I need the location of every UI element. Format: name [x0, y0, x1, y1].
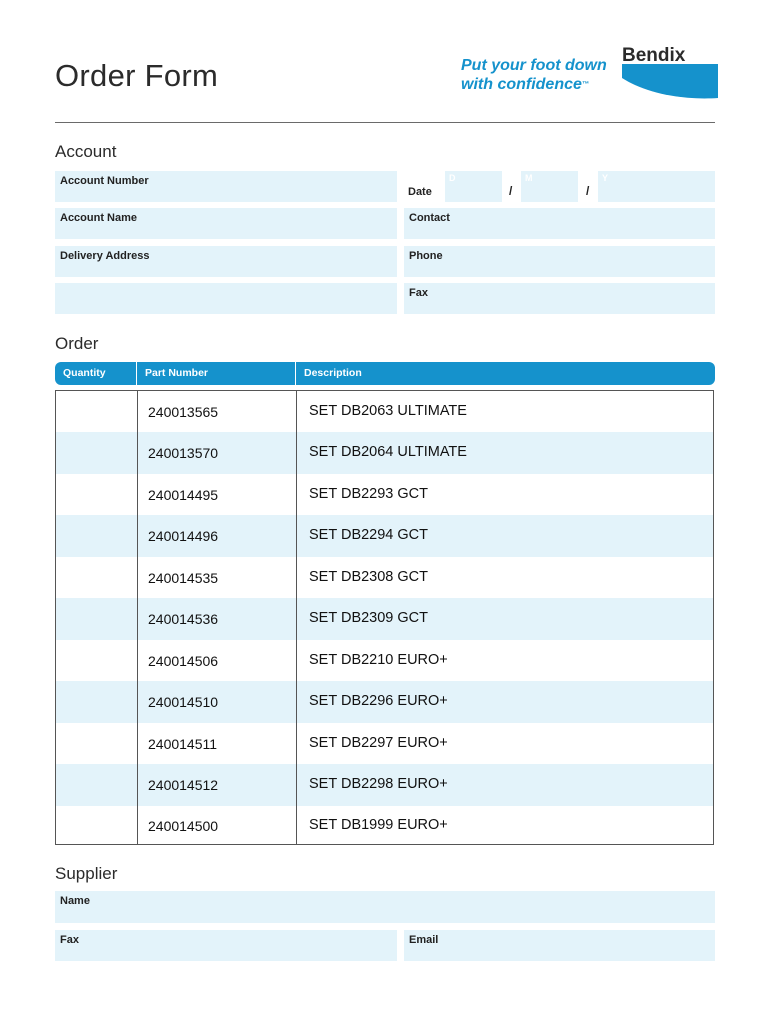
delivery-address-field[interactable]	[55, 246, 397, 277]
part-number-cell: 240014506	[148, 653, 219, 669]
column-divider-part	[296, 391, 297, 845]
date-year-hint: Y	[602, 173, 609, 183]
header-divider	[55, 122, 715, 123]
supplier-fax-label: Fax	[60, 934, 79, 946]
tagline-line1: Put your foot down	[461, 57, 607, 74]
supplier-email-label: Email	[409, 934, 439, 946]
description-cell: SET DB2308 GCT	[309, 569, 429, 585]
part-number-cell: 240014536	[148, 611, 219, 627]
part-number-cell: 240014495	[148, 487, 219, 503]
date-day-hint: D	[449, 173, 456, 183]
account-number-field[interactable]	[55, 171, 397, 202]
date-month-field[interactable]	[521, 171, 578, 202]
part-number-cell: 240013565	[148, 404, 219, 420]
column-header-quantity: Quantity	[63, 367, 106, 379]
part-number-cell: 240014510	[148, 694, 219, 710]
phone-field[interactable]	[404, 246, 715, 277]
table-row	[56, 805, 714, 845]
account-number-label: Account Number	[60, 175, 149, 187]
header-divider-1	[136, 362, 137, 385]
order-table	[55, 390, 714, 845]
table-row	[56, 557, 714, 599]
supplier-heading: Supplier	[55, 864, 118, 883]
supplier-name-field[interactable]	[55, 891, 715, 923]
part-number-cell: 240014512	[148, 777, 219, 793]
trademark-mark: ™	[581, 81, 589, 88]
date-month-hint: M	[525, 173, 533, 183]
contact-label: Contact	[409, 212, 450, 224]
part-number-cell: 240014496	[148, 528, 219, 544]
order-heading: Order	[55, 334, 99, 353]
table-row	[56, 640, 714, 682]
column-header-part-number: Part Number	[145, 367, 209, 379]
description-cell: SET DB2064 ULTIMATE	[309, 444, 467, 460]
description-cell: SET DB2063 ULTIMATE	[309, 403, 467, 419]
column-divider-quantity	[137, 391, 138, 845]
supplier-fax-field[interactable]	[55, 930, 397, 961]
supplier-name-label: Name	[60, 895, 90, 907]
date-slash-1: /	[509, 184, 513, 198]
description-cell: SET DB2210 EURO+	[309, 652, 448, 668]
description-cell: SET DB1999 EURO+	[309, 817, 448, 833]
phone-label: Phone	[409, 250, 443, 262]
table-row	[56, 598, 714, 640]
fax-label: Fax	[409, 287, 428, 299]
table-row	[56, 681, 714, 723]
table-row	[56, 474, 714, 516]
bendix-logo	[620, 42, 720, 102]
account-name-field[interactable]	[55, 208, 397, 239]
description-cell: SET DB2297 EURO+	[309, 735, 448, 751]
header-divider-2	[295, 362, 296, 385]
account-name-label: Account Name	[60, 212, 138, 224]
part-number-cell: 240014511	[148, 736, 218, 752]
column-header-description: Description	[304, 367, 362, 379]
delivery-address-label: Delivery Address	[60, 250, 150, 262]
supplier-email-field[interactable]	[404, 930, 715, 961]
contact-field[interactable]	[404, 208, 715, 239]
fax-field[interactable]	[404, 283, 715, 314]
tagline-line2: with confidence	[461, 76, 582, 93]
table-row	[56, 723, 714, 765]
page-title: Order Form	[55, 58, 219, 93]
date-day-field[interactable]	[445, 171, 502, 202]
part-number-cell: 240014500	[148, 818, 219, 834]
table-row	[56, 764, 714, 806]
delivery-address-line2-field[interactable]	[55, 283, 397, 314]
description-cell: SET DB2298 EURO+	[309, 776, 448, 792]
logo-text: Bendix	[622, 45, 686, 66]
description-cell: SET DB2296 EURO+	[309, 693, 448, 709]
date-label: Date	[408, 186, 432, 198]
part-number-cell: 240013570	[148, 445, 219, 461]
order-table-header	[55, 362, 715, 385]
description-cell: SET DB2293 GCT	[309, 486, 429, 502]
tagline	[461, 56, 607, 94]
table-row	[56, 515, 714, 557]
description-cell: SET DB2294 GCT	[309, 527, 429, 543]
part-number-cell: 240014535	[148, 570, 219, 586]
description-cell: SET DB2309 GCT	[309, 610, 429, 626]
table-row	[56, 432, 714, 474]
date-year-field[interactable]	[598, 171, 715, 202]
date-slash-2: /	[586, 184, 590, 198]
account-heading: Account	[55, 142, 117, 161]
table-row	[56, 391, 714, 433]
